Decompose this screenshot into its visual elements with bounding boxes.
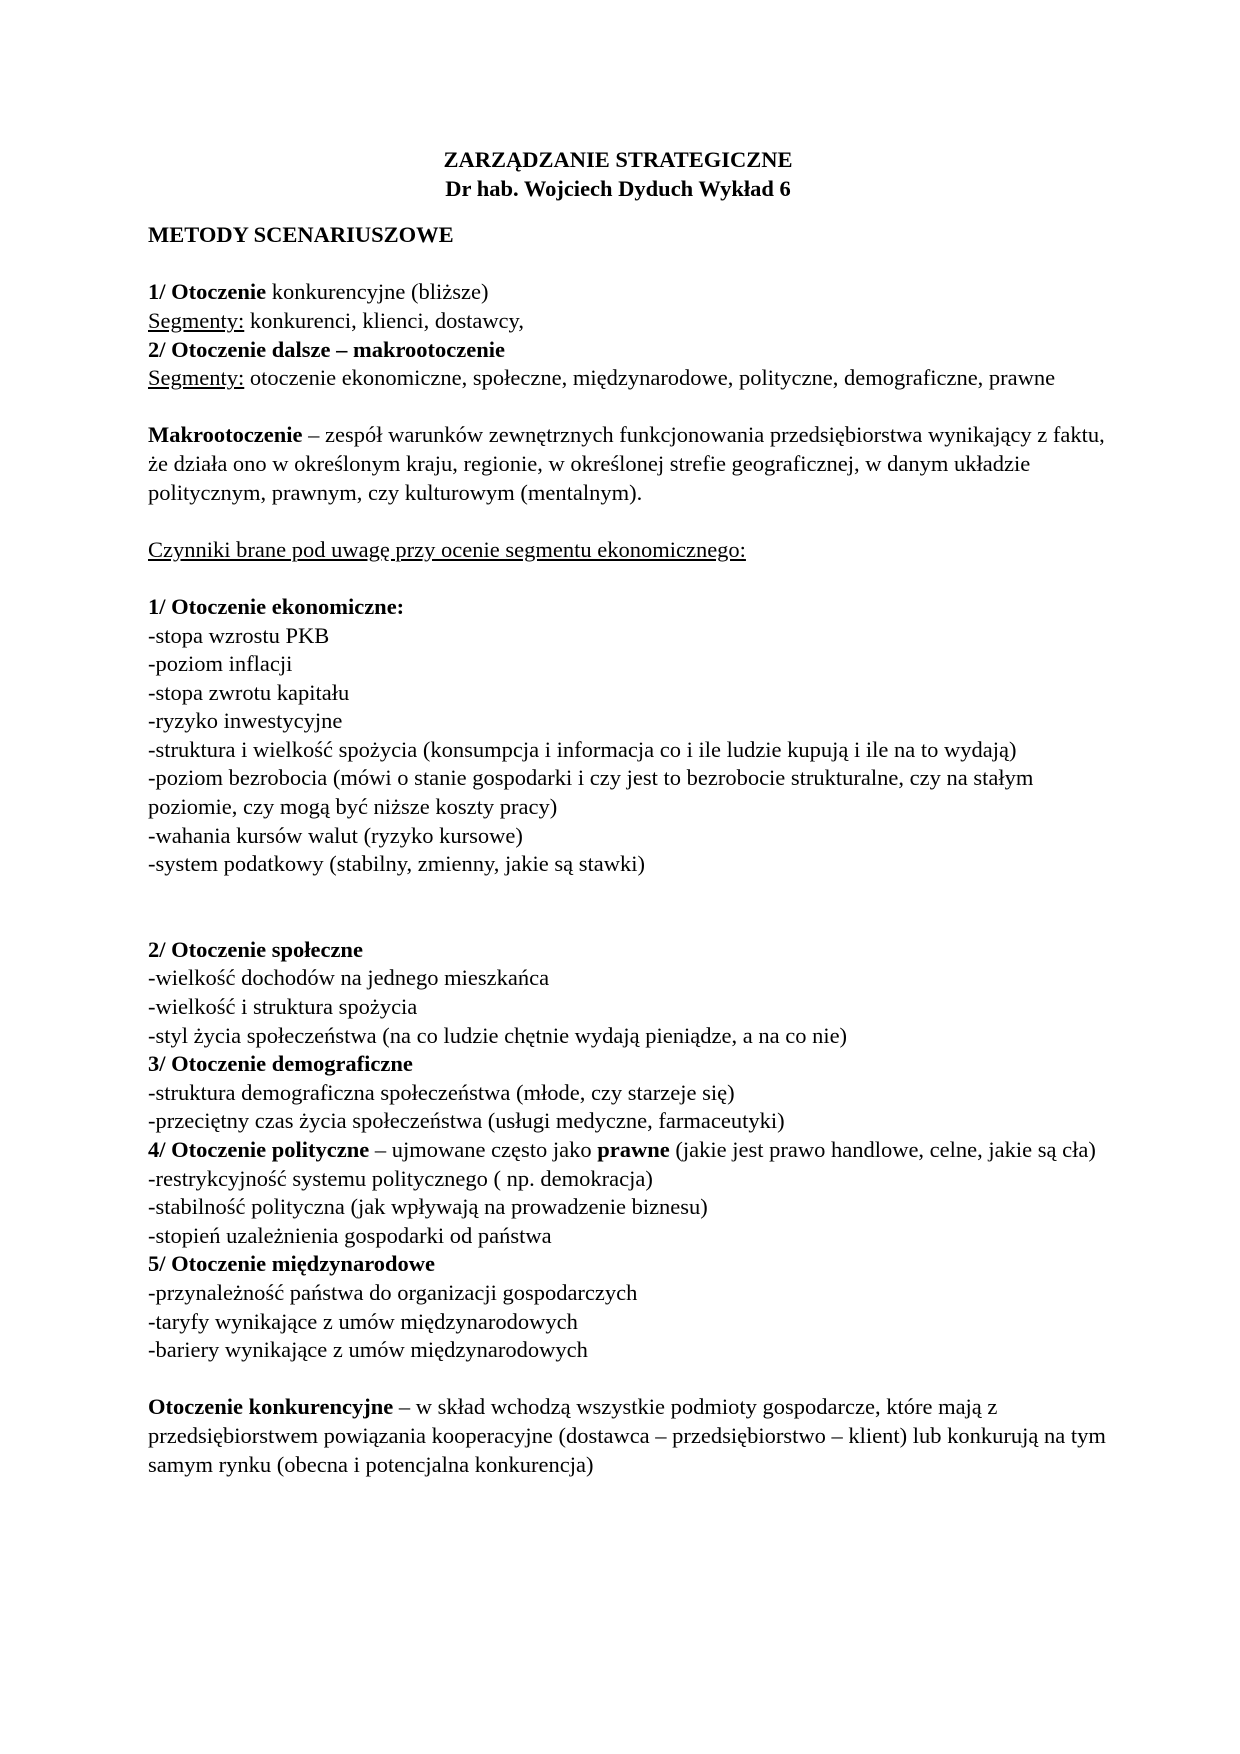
- polityczne-mid: – ujmowane często jako: [369, 1137, 598, 1162]
- list-item: -stabilność polityczna (jak wpływają na prowadzenie biznesu): [148, 1194, 708, 1220]
- intro-line-4-text: otoczenie ekonomiczne, społeczne, międzynarodowe, polityczne, demograficzne, prawne: [244, 365, 1056, 391]
- intro-line-2-text: konkurenci, klienci, dostawcy,: [244, 307, 524, 333]
- konkurencyjne-term: Otoczenie konkurencyjne: [148, 1394, 394, 1420]
- list-item: -poziom bezrobocia (mówi o stanie gospodarki i czy jest to bezrobocie strukturalne, czy na stałym poziomie, czy mogą być niższe koszty pracy): [148, 765, 1034, 820]
- intro-line-3: [148, 336, 1108, 365]
- makrootoczenie-term: Makrootoczenie: [148, 422, 303, 448]
- intro-line-4-label: Segmenty:: [148, 365, 245, 391]
- list-item: -struktura i wielkość spożycia (konsumpcja i informacja co i ile ludzie kupują i ile na to wydają): [148, 736, 1017, 762]
- intro-line-4: [148, 364, 1108, 393]
- polityczne-section: [148, 1136, 1108, 1250]
- ekonomiczne-section: [148, 593, 1108, 879]
- list-item: -stopień uzależnienia gospodarki od państwa: [148, 1222, 552, 1248]
- document-title: ZARZĄDZANIE STRATEGICZNE: [443, 147, 793, 172]
- makrootoczenie-text: – zespół warunków zewnętrznych funkcjonowania przedsiębiorstwa wynikający z faktu, że działa ono w określonym kraju, regionie, w określonej strefie geograficznej, w danym układzie politycznym, prawnym, czy kulturowym (mentalnym).: [148, 422, 1105, 505]
- list-item: -styl życia społeczeństwa (na co ludzie chętnie wydają pieniądze, a na co nie): [148, 1022, 848, 1048]
- ekonomiczne-heading: 1/ Otoczenie ekonomiczne:: [148, 593, 405, 619]
- spoleczne-section: [148, 936, 1108, 1050]
- spoleczne-heading: 2/ Otoczenie społeczne: [148, 936, 363, 962]
- list-item: -wielkość i struktura spożycia: [148, 994, 418, 1020]
- czynniki-text: Czynniki brane pod uwagę przy ocenie segmentu ekonomicznego:: [148, 536, 746, 562]
- polityczne-tail: (jakie jest prawo handlowe, celne, jakie są cła): [669, 1137, 1096, 1162]
- demograficzne-heading: 3/ Otoczenie demograficzne: [148, 1051, 413, 1077]
- miedzynarodowe-section: [148, 1250, 1108, 1364]
- intro-line-2-label: Segmenty:: [148, 307, 245, 333]
- miedzynarodowe-heading: 5/ Otoczenie międzynarodowe: [148, 1251, 436, 1277]
- list-item: -wielkość dochodów na jednego mieszkańca: [148, 965, 550, 991]
- section-heading: METODY SCENARIUSZOWE: [148, 222, 454, 248]
- list-item: -poziom inflacji: [148, 651, 293, 677]
- intro-line-1-text: konkurencyjne (bliższe): [266, 279, 489, 305]
- list-item: -restrykcyjność systemu politycznego ( np. demokracja): [148, 1165, 653, 1191]
- list-item: -ryzyko inwestycyjne: [148, 708, 343, 734]
- document-page: [148, 146, 1108, 1479]
- document-subtitle: Dr hab. Wojciech Dyduch Wykład 6: [445, 175, 791, 201]
- list-item: -przeciętny czas życia społeczeństwa (usługi medyczne, farmaceutyki): [148, 1108, 785, 1134]
- document-header: [128, 146, 1108, 203]
- polityczne-bold2: prawne: [597, 1137, 670, 1162]
- list-item: -stopa zwrotu kapitału: [148, 679, 350, 705]
- polityczne-heading-line: [148, 1136, 1108, 1165]
- list-item: -taryfy wynikające z umów międzynarodowych: [148, 1308, 578, 1334]
- polityczne-heading: 4/ Otoczenie polityczne: [148, 1137, 370, 1162]
- list-item: -struktura demograficzna społeczeństwa (młode, czy starzeje się): [148, 1079, 735, 1105]
- konkurencyjne-definition: [148, 1393, 1108, 1479]
- makrootoczenie-definition: [148, 421, 1108, 507]
- intro-line-3-bold: 2/ Otoczenie dalsze – makrootoczenie: [148, 336, 505, 362]
- intro-line-1-bold: 1/ Otoczenie: [148, 279, 267, 305]
- intro-block: [148, 278, 1108, 392]
- list-item: -wahania kursów walut (ryzyko kursowe): [148, 822, 523, 848]
- intro-line-2: [148, 307, 1108, 336]
- list-item: -przynależność państwa do organizacji gospodarczych: [148, 1279, 638, 1305]
- demograficzne-section: [148, 1050, 1108, 1136]
- list-item: -bariery wynikające z umów międzynarodowych: [148, 1337, 588, 1363]
- list-item: -system podatkowy (stabilny, zmienny, jakie są stawki): [148, 851, 645, 877]
- intro-line-1: [148, 278, 1108, 307]
- czynniki-heading: [148, 536, 1108, 565]
- konkurencyjne-text: – w skład wchodzą wszystkie podmioty gospodarcze, które mają z przedsiębiorstwem powiązania kooperacyjne (dostawca – przedsiębiorstwo – klient) lub konkurują na tym samym rynku (obecna i potencjalna konkurencja): [148, 1394, 1106, 1477]
- list-item: -stopa wzrostu PKB: [148, 622, 330, 648]
